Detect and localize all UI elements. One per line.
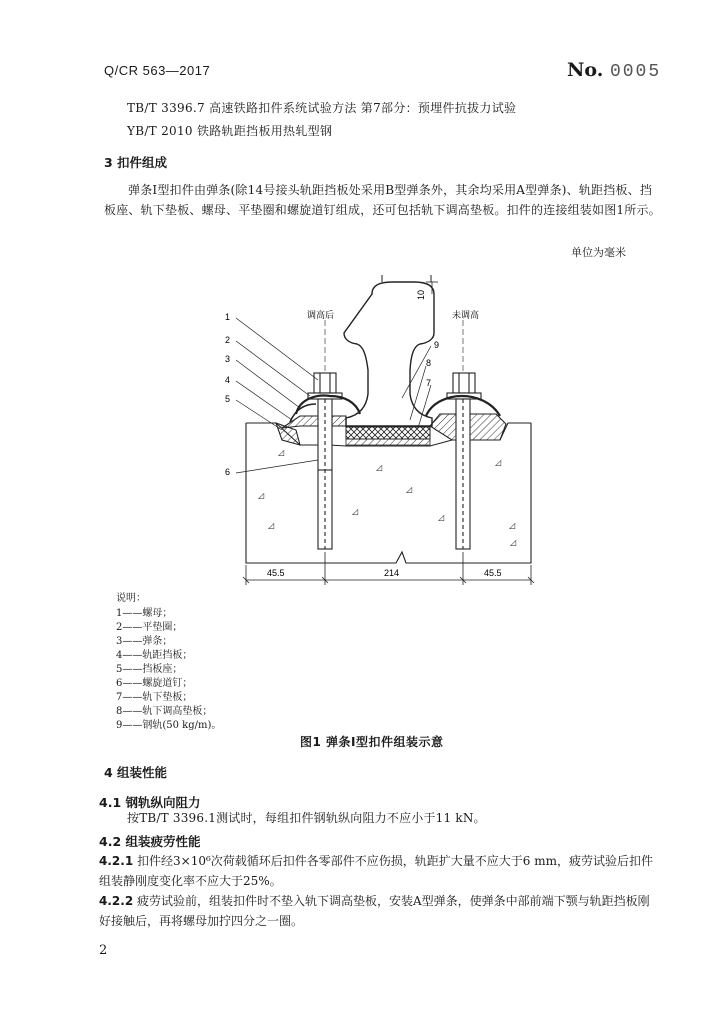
reference-item: TB/T 3396.7 高速铁路扣件系统试验方法 第7部分：预埋件抗拔力试验 bbox=[127, 101, 517, 115]
section-4-title: 4 组装性能 bbox=[104, 765, 168, 780]
standard-code: Q/CR 563—2017 bbox=[104, 63, 211, 78]
callout-1: 1 bbox=[225, 312, 231, 322]
section-4-2-2 bbox=[99, 891, 659, 931]
svg-text:◿: ◿ bbox=[495, 458, 502, 467]
page-no-value: 0005 bbox=[609, 62, 662, 82]
legend-item: 2——平垫圈； bbox=[116, 622, 183, 633]
callout-7: 7 bbox=[426, 378, 432, 388]
svg-text:◿: ◿ bbox=[352, 507, 359, 516]
section-4-2-2-body: 疲劳试验前，组装扣件时不垫入轨下调高垫板，安装A型弹条，使弹条中部前端下颚与轨距挡板刚好接触后，再将螺母加拧四分之一圈。 bbox=[99, 894, 650, 928]
section-3-title: 3 扣件组成 bbox=[104, 155, 168, 170]
callout-4: 4 bbox=[225, 375, 231, 385]
legend-item: 3——弹条； bbox=[116, 636, 173, 647]
legend-item: 4——轨距挡板； bbox=[116, 650, 193, 661]
figure-caption: 图1 弹条Ⅰ型扣件组装示意 bbox=[300, 735, 444, 749]
callout-9: 9 bbox=[434, 340, 440, 350]
section-4-2-1-number: 4.2.1 bbox=[99, 854, 134, 868]
legend-item: 5——挡板座； bbox=[116, 664, 183, 675]
concrete-texture bbox=[258, 448, 517, 547]
callout-6: 6 bbox=[225, 467, 231, 477]
svg-text:◿: ◿ bbox=[268, 521, 275, 530]
reference-item: YB/T 2010 铁路轨距挡板用热轧型钢 bbox=[127, 124, 333, 138]
svg-text:◿: ◿ bbox=[278, 448, 285, 457]
rail-pad bbox=[346, 427, 430, 439]
section-4-1-title: 4.1 钢轨纵向阻力 bbox=[99, 795, 201, 810]
section-4-2-2-number: 4.2.2 bbox=[99, 894, 134, 908]
section-4-2-1-body: 扣件经3×10⁶次荷载循环后扣件各零部件不应伤损，轨距扩大量不应大于6 mm，疲劳试验后扣件组装静刚度变化率不应大于25%。 bbox=[99, 854, 653, 888]
callout-8: 8 bbox=[426, 358, 432, 368]
dim-right: 45.5 bbox=[484, 568, 502, 578]
legend-item: 1——螺母； bbox=[116, 608, 173, 619]
page-no-label: No. bbox=[567, 59, 604, 81]
legend-item: 6——螺旋道钉； bbox=[116, 678, 193, 689]
rail-50kg bbox=[344, 282, 434, 426]
legend-item: 9——钢轨(50 kg/m)。 bbox=[116, 720, 222, 731]
label-not-adjusted: 未调高 bbox=[452, 310, 480, 320]
callout-3: 3 bbox=[225, 354, 231, 364]
svg-text:◿: ◿ bbox=[438, 513, 445, 522]
section-3-body: 弹条Ⅰ型扣件由弹条(除14号接头轨距挡板处采用B型弹条外，其余均采用A型弹条)、轨距挡板、挡板座、轨下垫板、螺母、平垫圈和螺旋道钉组成，还可包括轨下调高垫板。扣件的连接组装如图1所示。 bbox=[104, 183, 661, 217]
svg-text:◿: ◿ bbox=[406, 485, 413, 494]
dim-center: 214 bbox=[384, 568, 400, 578]
svg-text:◿: ◿ bbox=[258, 491, 265, 500]
right-fastener bbox=[426, 373, 506, 549]
svg-text:◿: ◿ bbox=[376, 463, 383, 472]
section-4-2-title: 4.2 组装疲劳性能 bbox=[99, 834, 201, 849]
legend-item: 8——轨下调高垫板； bbox=[116, 706, 213, 717]
height-adjust-pad bbox=[346, 439, 430, 445]
callout-2: 2 bbox=[225, 335, 231, 345]
page-number: 2 bbox=[99, 943, 108, 958]
svg-text:◿: ◿ bbox=[510, 538, 517, 547]
legend-item: 7——轨下垫板； bbox=[116, 692, 193, 703]
svg-text:◿: ◿ bbox=[509, 521, 516, 530]
callout-5: 5 bbox=[225, 394, 231, 404]
section-4-2-1 bbox=[99, 851, 659, 891]
section-4-1-body: 按TB/T 3396.1测试时，每组扣件钢轨纵向阻力不应小于11 kN。 bbox=[127, 811, 486, 825]
legend-title: 说明： bbox=[116, 593, 146, 604]
unit-note: 单位为毫米 bbox=[571, 246, 626, 259]
dim-left: 45.5 bbox=[267, 568, 285, 578]
dim-top: 10 bbox=[416, 289, 426, 300]
label-adjusted: 调高后 bbox=[307, 310, 335, 320]
